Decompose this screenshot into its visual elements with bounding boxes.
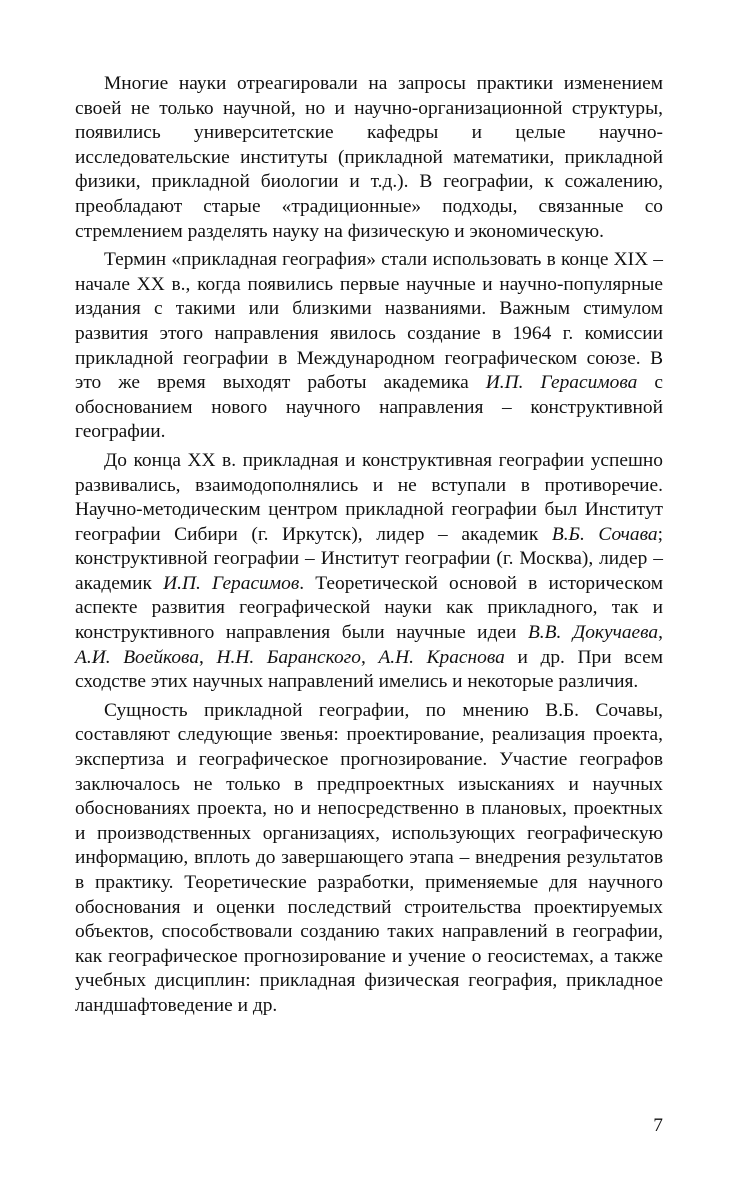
- paragraph-3-text-c: . Теоретической основой в историческом аспекте развития географической науки как прикладного, так и конструктивного направления были научные идеи: [75, 572, 663, 644]
- paragraph-2-text-b: с обоснованием нового научного направления – конструктивной географии.: [75, 372, 663, 443]
- paragraph-3-sep-2: ,: [199, 646, 217, 668]
- paragraph-3-sep-1: ,: [658, 622, 663, 644]
- author-name-sochava: В.Б. Сочава: [551, 523, 658, 545]
- paragraph-1: [75, 72, 663, 244]
- author-name-baransky: Н.Н. Баранского: [216, 646, 361, 668]
- author-name-gerasimov-2: И.П. Герасимов: [163, 572, 300, 594]
- author-name-dokuchaev: В.В. Докучаева: [527, 622, 659, 644]
- paragraph-3-text-a: До конца XX в. прикладная и конструктивная географии успешно развивались, взаимодополнялись и не вступали в противоречие. Научно-методическим центром прикладной географии был Институт географии Сибири (г. Иркутск), лидер – академик: [75, 449, 663, 545]
- page-body: [75, 72, 663, 1112]
- author-name-krasnov: А.Н. Краснова: [378, 646, 505, 668]
- paragraph-4: [75, 699, 663, 1019]
- paragraph-3-sep-3: ,: [360, 646, 379, 668]
- author-name-gerasimov: И.П. Герасимова: [485, 372, 638, 394]
- paragraph-2: [75, 248, 663, 445]
- paragraph-3-text-b: ; конструктивной географии – Институт географии (г. Москва), лидер – академик: [75, 523, 663, 594]
- paragraph-2-text-a: Термин «прикладная география» стали использовать в конце XIX – начале XX в., когда появились первые научные и научно-популярные издания с такими или близкими названиями. Важным стимулом развития этого направления явилось создание в 1964 г. комиссии прикладной географии в Международном географическом союзе. В это же время выходят работы академика: [75, 249, 663, 394]
- author-name-voeikov: А.И. Воейкова: [75, 646, 200, 668]
- page-number: 7: [653, 1115, 663, 1136]
- paragraph-3-text-d: и др. При всем сходстве этих научных направлений имелись и некоторые различия.: [75, 646, 663, 693]
- paragraph-4-text: Сущность прикладной географии, по мнению В.Б. Сочавы, составляют следующие звенья: проектирование, реализация проекта, экспертиза и географическое прогнозирование. Участие географов заключалось не только в предпроектных изысканиях и научных обоснованиях проекта, но и непосредственно в плановых, проектных и производственных организациях, использующих географическую информацию, вплоть до завершающего этапа – внедрения результатов в практику. Теоретические разработки, применяемые для научного обоснования и оценки последствий строительства проектируемых объектов, способствовали созданию таких направлений в географии, как географическое прогнозирование и учение о геосистемах, а также учебных дисциплин: прикладная физическая география, прикладное ландшафтоведение и др.: [75, 699, 663, 1016]
- paragraph-1-text: Многие науки отреагировали на запросы практики изменением своей не только научной, но и научно-организационной структуры, появились университетские кафедры и целые научно-исследовательские институты (прикладной математики, прикладной физики, прикладной биологии и т.д.). В географии, к сожалению, преобладают старые «традиционные» подходы, связанные со стремлением разделять науку на физическую и экономическую.: [75, 73, 663, 242]
- paragraph-3: [75, 449, 663, 695]
